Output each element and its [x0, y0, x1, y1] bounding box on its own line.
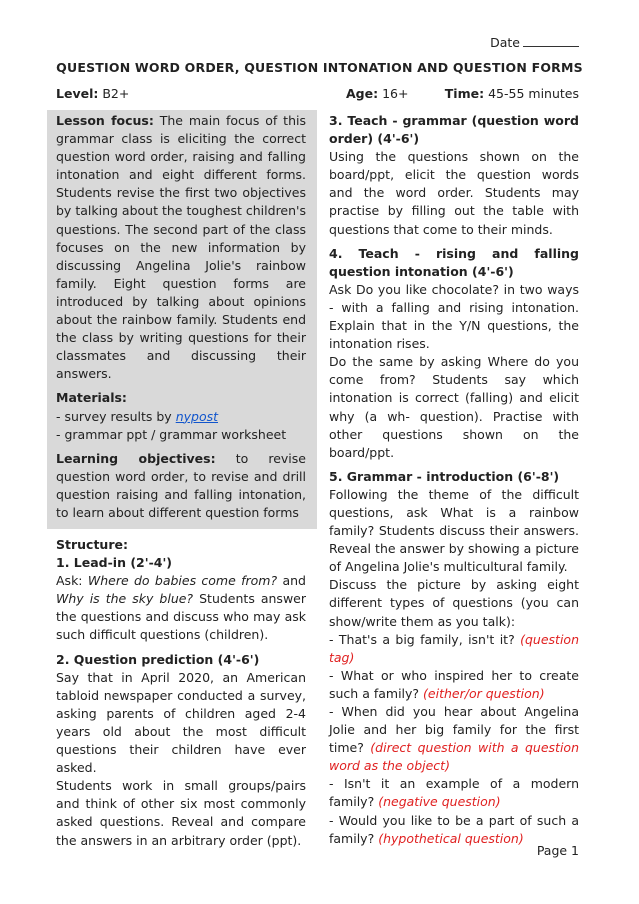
question-example-5: - Would you like to be a part of such a family? (hypothetical question)	[329, 812, 579, 846]
question-example-1: - That's a big family, isn't it? (question tag)	[329, 631, 579, 665]
step-5-text-2: Discuss the picture by asking eight different types of questions (you can show/write them as you talk):	[329, 577, 579, 629]
step-4-text-2: Do the same by asking Where do you come from? Students say which intonation is correct (falling) and elicit why (a wh- question). Practise with other questions shown on the board/ppt.	[329, 354, 579, 460]
question-example-3: - When did you hear about Angelina Jolie and her big family for the first time? (direct question with a question word as the object)	[329, 704, 579, 774]
lesson-meta	[56, 86, 579, 104]
structure-section	[56, 536, 306, 850]
question-example-2: - What or who inspired her to create such a family? (either/or question)	[329, 667, 579, 701]
age: Age: 16+	[346, 86, 409, 101]
right-column	[329, 112, 579, 848]
nypost-link[interactable]: nypost	[175, 408, 219, 424]
summary-content	[56, 112, 306, 522]
step-3-heading: 3. Teach - grammar (question word order) (4'-6')	[329, 113, 579, 147]
step-1-text: Ask: Where do babies come from? and Why is the sky blue? Students answer the questions and discuss who may ask such difficult questions (children).	[56, 573, 306, 643]
step-4-text-1: Ask Do you like chocolate? in two ways - with a falling and rising intonation. Explain that in the Y/N questions, the intonation rises.	[329, 281, 579, 352]
date-blank	[523, 36, 579, 47]
materials-item-1: - survey results by nypost	[56, 408, 219, 424]
step-2-text-2: Students work in small groups/pairs and think of other six most commonly asked questions. Reveal and compare the answers in an arbitrary order (ppt).	[56, 778, 306, 848]
materials-heading: Materials:	[56, 390, 127, 406]
step-5-heading: 5. Grammar - introduction (6'-8')	[329, 468, 560, 484]
page-number: Page 1	[536, 843, 579, 858]
lesson-focus: Lesson focus: The main focus of this grammar class is eliciting the correct question word order, raising and falling intonation and eight different forms. Students revise the first two objectives by talking about the toughest children's questions. The second part of the class focuses on the new information by discussing Angelina Jolie's rainbow family. Eight question forms are introduced by talking about opinions about the rainbow family. Students end the class by writing questions for their classmates and discussing their answers.	[56, 113, 306, 382]
step-2-text-1: Say that in April 2020, an American tabloid newspaper conducted a survey, asking parents of children aged 2-4 years old about the most difficult questions their children have ever asked.	[56, 669, 306, 776]
question-example-4: - Isn't it an example of a modern family? (negative question)	[329, 776, 579, 810]
materials-item-2: - grammar ppt / grammar worksheet	[56, 426, 287, 442]
time: Time: 45-55 minutes	[444, 86, 579, 101]
structure-heading: Structure:	[56, 537, 128, 552]
date-label: Date	[490, 35, 520, 50]
step-5-text-1: Following the theme of the difficult questions, ask What is a rainbow family? Students discuss their answers. Reveal the answer by showing a picture of Angelina Jolie's multicultural family.	[329, 486, 579, 575]
learning-objectives: Learning objectives: to revise question word order, to revise and drill question raising and falling intonation, to learn about different question forms	[56, 450, 306, 520]
step-2-heading: 2. Question prediction (4'-6')	[56, 651, 260, 667]
level: Level: B2+	[56, 86, 130, 101]
page-title: QUESTION WORD ORDER, QUESTION INTONATION AND QUESTION FORMS	[56, 60, 583, 75]
step-4-heading: 4. Teach - rising and falling question intonation (4'-6')	[329, 245, 579, 279]
step-3-text: Using the questions shown on the board/ppt, elicit the question words and the word order. Students may practise by filling out the table with questions that come to their minds.	[329, 149, 579, 237]
date-field	[490, 35, 579, 50]
step-1-heading: 1. Lead-in (2'-4')	[56, 555, 173, 571]
